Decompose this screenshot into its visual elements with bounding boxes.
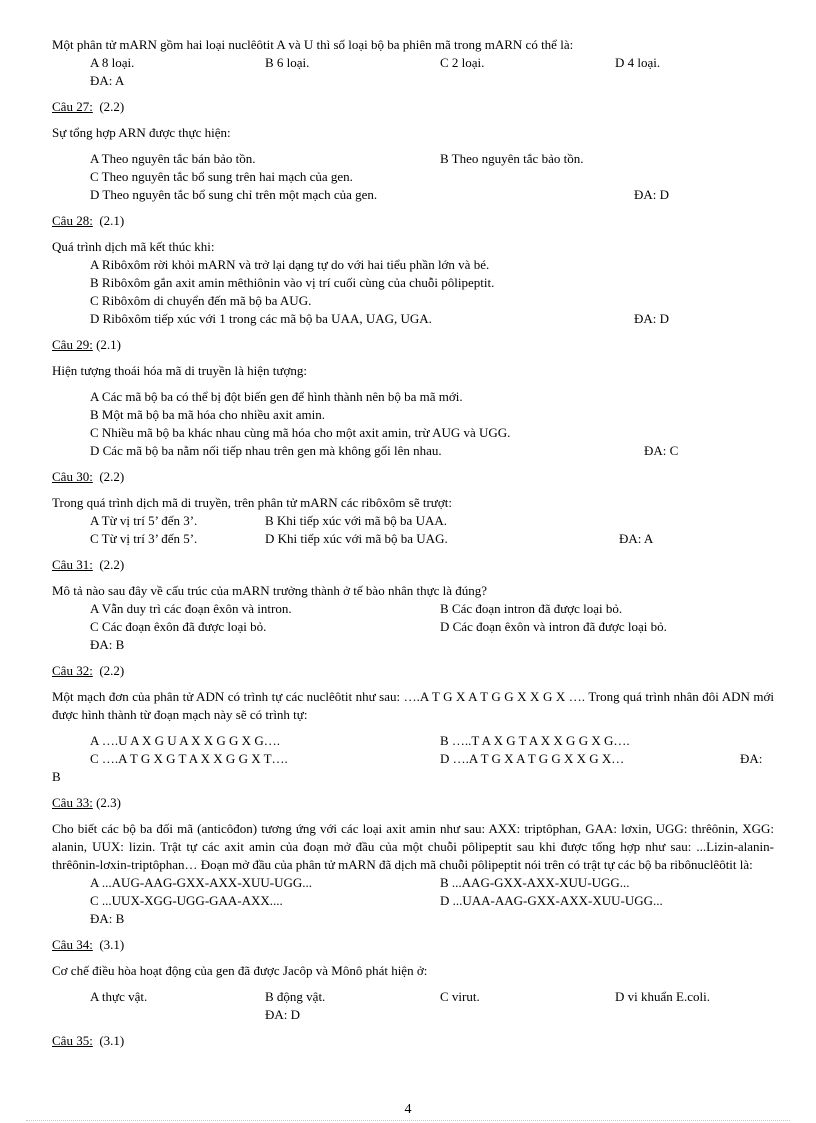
option-b: B …..T A X G T A X X G G X G….: [440, 733, 630, 748]
options-row: [52, 530, 774, 548]
option-a: A ...AUG-AAG-GXX-AXX-XUU-UGG...: [90, 875, 313, 890]
options-row: [52, 988, 774, 1006]
question-code: (2.2): [99, 99, 125, 114]
question-header: [52, 794, 774, 812]
options-row: [52, 512, 774, 530]
option-row-with-answer: [52, 310, 774, 328]
option-c: C ….A T G X G T A X X G G X T….: [90, 751, 288, 766]
question-code: (2.2): [99, 557, 125, 572]
question-text: Mô tả nào sau đây về cấu trúc của mARN trưởng thành ở tế bào nhân thực là đúng?: [52, 583, 488, 598]
question-number: Câu 35:: [52, 1033, 93, 1048]
option-d: D vi khuẩn E.coli.: [615, 989, 710, 1004]
question-text: Sự tổng hợp ARN được thực hiện:: [52, 125, 231, 140]
option-b: B Khi tiếp xúc với mã bộ ba UAA.: [265, 513, 447, 528]
option-a: A Ribôxôm rời khỏi mARN và trở lại dạng tự do với hai tiểu phần lớn và bé.: [90, 257, 490, 272]
question-text: Hiện tượng thoái hóa mã di truyền là hiện tượng:: [52, 363, 307, 378]
question-code: (2.3): [96, 795, 121, 810]
question-text: Quá trình dịch mã kết thúc khi:: [52, 239, 215, 254]
answer-key: ĐA: C: [644, 443, 679, 458]
question-text: Một mạch đơn của phân tử ADN có trình tự các nuclêôtit như sau: ….A T G X A T G G X X G X …. Trong quá trình nhân đôi ADN mới được hình thành từ đoạn mạch này sẽ có trình tự:: [52, 689, 774, 722]
answer-key: ĐA: D: [634, 311, 670, 326]
question-header: [52, 662, 774, 680]
option-c: C Nhiều mã bộ ba khác nhau cùng mã hóa cho một axit amin, trừ AUG và UGG.: [90, 425, 511, 440]
question-header: [52, 98, 774, 116]
question-number: Câu 32:: [52, 663, 93, 678]
question-code: (2.1): [99, 213, 125, 228]
option-d: D Theo nguyên tắc bổ sung chỉ trên một mạch của gen.: [90, 187, 378, 202]
option-d: D 4 loại.: [615, 55, 661, 70]
option-c: C Theo nguyên tắc bổ sung trên hai mạch của gen.: [90, 169, 353, 184]
option-a: A Từ vị trí 5’ đến 3’.: [90, 513, 198, 528]
footer-divider: [26, 1120, 790, 1121]
options-row: [52, 618, 774, 636]
option-b: B Ribôxôm gắn axit amin mêthiônin vào vị trí cuối cùng của chuỗi pôlipeptit.: [90, 275, 495, 290]
question-code: (2.2): [99, 469, 125, 484]
options-row: [52, 150, 774, 168]
option-b: B Theo nguyên tắc bảo tồn.: [440, 151, 584, 166]
question-code: (3.1): [99, 937, 125, 952]
question-header: [52, 336, 774, 354]
question-header: [52, 468, 774, 486]
answer-value: B: [52, 769, 61, 784]
page-number: 4: [404, 1102, 412, 1117]
option-d: D ….A T G X A T G G X X G X…: [440, 751, 625, 766]
option-c: C Từ vị trí 3’ đến 5’.: [90, 531, 198, 546]
option-b: B ...AAG-GXX-AXX-XUU-UGG...: [440, 875, 630, 890]
option-c: C ...UUX-XGG-UGG-GAA-AXX....: [90, 893, 283, 908]
options-row: [52, 874, 774, 892]
question-number: Câu 34:: [52, 937, 93, 952]
question-number: Câu 29:: [52, 337, 93, 352]
option-b: B Một mã bộ ba mã hóa cho nhiều axit amin.: [90, 407, 326, 422]
option-a: A thực vật.: [90, 989, 148, 1004]
answer-key: ĐA: D: [265, 1007, 301, 1022]
option-c: C 2 loại.: [440, 55, 485, 70]
question-header: [52, 1032, 774, 1050]
option-row-with-answer: [52, 186, 774, 204]
option-b: B động vật.: [265, 989, 326, 1004]
question-text: Cơ chế điều hòa hoạt động của gen đã được Jacôp và Mônô phát hiện ở:: [52, 963, 428, 978]
option-b: B Các đoạn intron đã được loại bỏ.: [440, 601, 623, 616]
option-d: D Các mã bộ ba nằm nối tiếp nhau trên gen mà không gối lên nhau.: [90, 443, 442, 458]
answer-key: ĐA: B: [90, 911, 125, 926]
question-number: Câu 30:: [52, 469, 93, 484]
question-number: Câu 27:: [52, 99, 93, 114]
question-header: [52, 212, 774, 230]
option-a: A ….U A X G U A X X G G X G….: [90, 733, 280, 748]
option-c: C Các đoạn êxôn đã được loại bỏ.: [90, 619, 267, 634]
options-row: [52, 892, 774, 910]
question-code: (2.1): [96, 337, 121, 352]
answer-key: ĐA: D: [634, 187, 670, 202]
option-c: C Ribôxôm di chuyển đến mã bộ ba AUG.: [90, 293, 312, 308]
answer-key: ĐA: A: [90, 73, 125, 88]
option-row-with-answer: [52, 442, 774, 460]
option-d: D Ribôxôm tiếp xúc với 1 trong các mã bộ ba UAA, UAG, UGA.: [90, 311, 432, 326]
question-text: Một phân tử mARN gồm hai loại nuclêôtit A và U thì số loại bộ ba phiên mã trong mARN có thể là:: [52, 37, 574, 52]
document-page: [52, 36, 774, 1050]
options-row: [52, 732, 774, 750]
options-row: [52, 600, 774, 618]
option-c: C virut.: [440, 989, 480, 1004]
options-row: [52, 54, 774, 72]
question-text: Cho biết các bộ ba đối mã (anticôđon) tương ứng với các loại axit amin như sau: AXX: triptôphan, GAA: lơxin, UGG: thrêônin, XGG: alanin, UUX: lizin. Trật tự các axit amin của đoạn mở đầu của một chuỗi pôlipeptit sau khi được tổng hợp như sau: ...Lizin-alanin-thrêônin-lơxin-triptôphan… Đoạn mở đầu của phân tử mARN đã dịch mã chuỗi pôlipeptit nói trên có trật tự các bộ ba ribônuclêôtit là:: [52, 821, 774, 872]
question-number: Câu 33:: [52, 795, 93, 810]
question-code: (3.1): [99, 1033, 125, 1048]
question-number: Câu 31:: [52, 557, 93, 572]
question-code: (2.2): [99, 663, 125, 678]
option-a: A 8 loại.: [90, 55, 135, 70]
option-d: D ...UAA-AAG-GXX-AXX-XUU-UGG...: [440, 893, 663, 908]
answer-key: ĐA: A: [619, 531, 654, 546]
question-number: Câu 28:: [52, 213, 93, 228]
option-d: D Khi tiếp xúc với mã bộ ba UAG.: [265, 531, 448, 546]
option-a: A Theo nguyên tắc bán bảo tồn.: [90, 151, 256, 166]
option-a: A Các mã bộ ba có thể bị đột biến gen để hình thành nên bộ ba mã mới.: [90, 389, 463, 404]
answer-key: ĐA:: [740, 751, 763, 766]
question-text: Trong quá trình dịch mã di truyền, trên phân tử mARN các ribôxôm sẽ trượt:: [52, 495, 452, 510]
answer-key: ĐA: B: [90, 637, 125, 652]
question-header: [52, 936, 774, 954]
options-row: [52, 750, 774, 768]
question-header: [52, 556, 774, 574]
option-b: B 6 loại.: [265, 55, 310, 70]
option-a: A Vẫn duy trì các đoạn êxôn và intron.: [90, 601, 292, 616]
option-d: D Các đoạn êxôn và intron đã được loại bỏ.: [440, 619, 667, 634]
